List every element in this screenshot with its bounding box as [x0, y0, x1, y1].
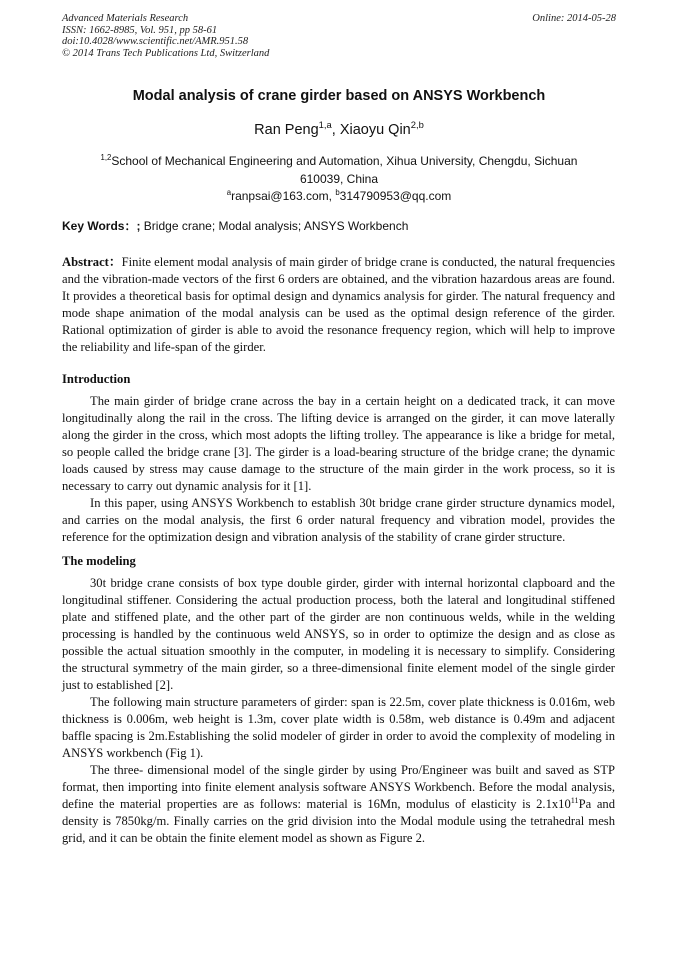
- author-superscript: 2,b: [410, 119, 424, 131]
- affiliation-text: School of Mechanical Engineering and Automation, Xihua University, Chengdu, Sichuan: [111, 154, 578, 168]
- email-link[interactable]: ranpsai@163.com,: [231, 189, 336, 203]
- modeling-paragraph-1: 30t bridge crane consists of box type double girder, girder with internal horizontal clapboard and the longitudinal stiffener. Considering the actual production process, both the lateral and longitudinal stiffened plate and stiffened plate, and the other part of the girder are non continuous welds, while in the welding processing is handled by the continuous weld ANSYS, so in order to optimize the design and as close as possible the actual situation smoothly in the computer, in modeling it is necessary to simplify. Considering the structural symmetry of the main girder, so a three-dimensional finite element model of the single girder just to established [2].: [62, 576, 615, 692]
- modeling-paragraph-2: The following main structure parameters of girder: span is 22.5m, cover plate thickness is 0.016m, web thickness is 0.006m, web height is 1.3m, cover plate width is 0.58m, web distance is 0.49m and adjacent baffle spacing is 2m.Establishing the solid modeler of girder in order to avoid the complexity of modeling in ANSYS workbench (Fig 1).: [62, 695, 615, 760]
- exponent-superscript: 11: [570, 795, 579, 805]
- abstract-paragraph: [62, 254, 615, 356]
- paper-body: [62, 254, 615, 847]
- author-name: Xiaoyu Qin: [339, 122, 411, 138]
- journal-name: Advanced Materials Research: [62, 13, 189, 24]
- modeling-paragraph-3: [62, 762, 615, 847]
- abstract-text: Finite element modal analysis of main girder of bridge crane is conducted, the natural frequencies and the vibration-made vectors of the first 6 orders are obtained, and the vibration hazardous areas are found. It provides a theoretical basis for optimal design and dynamics analysis for girder. The natural frequency and mode shape animation of the modal analysis can be used as the optimal design reference of the girder. Rational optimization of girder is able to avoid the resonance frequency region, which will help to improve the reliability and life-span of the girder.: [62, 255, 615, 354]
- keywords-line: [62, 217, 616, 234]
- email-superscript: b: [335, 188, 340, 197]
- author-list: [0, 119, 678, 138]
- affiliation-block: [62, 153, 616, 206]
- keywords-label: Key Words：;: [62, 219, 141, 233]
- author-separator: ,: [331, 122, 340, 138]
- intro-paragraph-2: In this paper, using ANSYS Workbench to establish 30t bridge crane girder structure dynamics model, and carries on the modal analysis, the first 6 order natural frequency and vibration model, provides the reference for the optimization design and vibration analysis of the stability of crane girder structure.: [62, 496, 615, 544]
- email-line: [62, 188, 616, 206]
- author-superscript: 1,a: [318, 119, 332, 131]
- paper-title: Modal analysis of crane girder based on ANSYS Workbench: [132, 88, 546, 104]
- intro-paragraph-1: The main girder of bridge crane across the bay in a certain height on a dedicated track, it can move longitudinally along the rail in the cross. The lifting device is arranged on the girder, it can move laterally along the girder in the cross, which most adopts the lifting trolley. The appearance is like a bridge for metal, so people called the bridge crane [3]. The girder is a load-bearing structure of the bridge crane; the dynamic loads caused by stress may cause damage to the structure of the main girder in the work process, so it is necessary to carry out dynamic analysis for it [1].: [62, 394, 615, 493]
- author-name: Ran Peng: [254, 122, 319, 138]
- keywords-text: Bridge crane; Modal analysis; ANSYS Workbench: [140, 219, 409, 233]
- section-heading-modeling: The modeling: [62, 554, 136, 568]
- modeling-text: Pa and density is 7850kg/m. Finally carries on the grid division into the Modal module using the tetrahedral mesh grid, and it can be obtain the finite element model as shown as Figure 2.: [62, 797, 615, 845]
- affiliation-superscript: 1,2: [100, 153, 112, 162]
- affiliation-line: [62, 153, 616, 171]
- email-link[interactable]: 314790953@qq.com: [339, 189, 452, 203]
- abstract-label: Abstract：: [62, 255, 122, 269]
- journal-header: [62, 13, 616, 59]
- issn-line: ISSN: 1662-8985, Vol. 951, pp 58-61: [62, 24, 218, 36]
- online-date: Online: 2014-05-28: [532, 13, 616, 24]
- email-superscript: a: [226, 188, 232, 197]
- affiliation-postcode: 610039, China: [299, 171, 379, 186]
- modeling-text: The three- dimensional model of the single girder by using Pro/Engineer was built and saved as STP format, then importing into finite element analysis software ANSYS Workbench. Before the modal analysis, define the material properties are as follows: material is 16Mn, modulus of elasticity is 2.1x10: [62, 763, 615, 811]
- copyright-line: © 2014 Trans Tech Publications Ltd, Switzerland: [62, 47, 270, 59]
- section-heading-introduction: Introduction: [62, 372, 131, 386]
- doi-line: doi:10.4028/www.scientific.net/AMR.951.58: [62, 36, 249, 47]
